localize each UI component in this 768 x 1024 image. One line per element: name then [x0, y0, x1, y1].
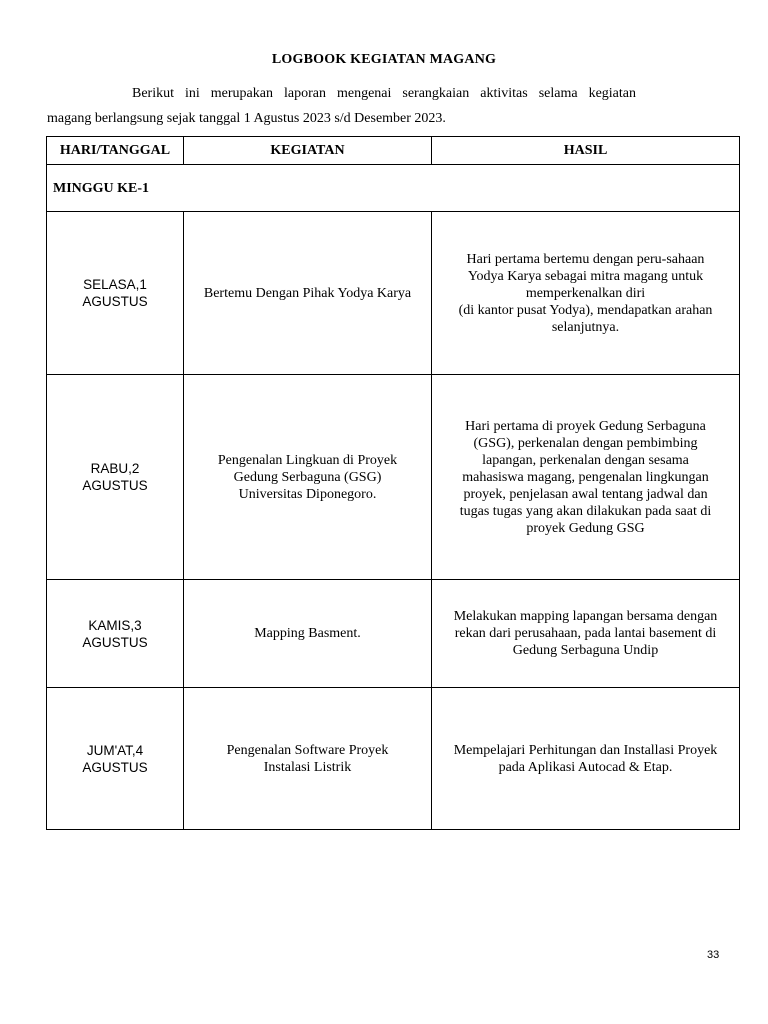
header-hasil: HASIL [432, 137, 740, 165]
result-line: Yodya Karya sebagai mitra magang untuk [467, 268, 704, 284]
result-line: memperkenalkan diri [525, 285, 646, 301]
activity-line: Universitas Diponegoro. [238, 486, 377, 502]
day-line: JUM'AT,4 [86, 742, 144, 758]
table-row [47, 580, 740, 688]
day-cell [47, 212, 184, 375]
activity-line: Bertemu Dengan Pihak Yodya Karya [203, 285, 412, 301]
logbook-table [46, 136, 740, 830]
table-row [47, 688, 740, 830]
activity-line: Mapping Basment. [254, 626, 361, 641]
result-line: selanjutnya. [551, 319, 620, 335]
result-line: Hari pertama di proyek Gedung Serbaguna [465, 418, 706, 434]
result-cell [432, 212, 740, 375]
result-line: mahasiswa magang, pengenalan lingkungan [462, 469, 709, 485]
activity-line: Pengenalan Software Proyek [226, 742, 389, 758]
day-line: SELASA,1 [83, 277, 147, 292]
result-line: (GSG), perkenalan dengan pembimbing [473, 435, 698, 451]
document-title: LOGBOOK KEGIATAN MAGANG [271, 52, 497, 67]
day-cell [47, 580, 184, 688]
table-header-row [47, 137, 740, 165]
activity-line: Gedung Serbaguna (GSG) [233, 469, 382, 485]
day-cell [47, 688, 184, 830]
activity-cell [184, 375, 432, 580]
table-row [47, 212, 740, 375]
result-line: proyek, penjelasan awal tentang jadwal dan [463, 486, 708, 502]
result-line: tugas tugas yang akan dilakukan pada saat di [459, 503, 712, 519]
day-line: AGUSTUS [82, 759, 148, 775]
day-line: RABU,2 [90, 461, 140, 476]
result-line: lapangan, perkenalan dengan sesama [482, 452, 689, 468]
intro-line-1: Berikut ini merupakan laporan mengenai serangkaian aktivitas selama kegiatan [132, 86, 636, 101]
activity-cell [184, 688, 432, 830]
result-cell [432, 580, 740, 688]
result-line: Gedung Serbaguna Undip [512, 643, 659, 658]
day-line: AGUSTUS [82, 294, 148, 309]
activity-line: Pengenalan Lingkuan di Proyek [217, 452, 398, 468]
intro-line-2: magang berlangsung sejak tanggal 1 Agustus 2023 s/d Desember 2023. [47, 111, 446, 126]
activity-cell [184, 212, 432, 375]
header-kegiatan: KEGIATAN [184, 137, 432, 165]
result-line: Mempelajari Perhitungan dan Installasi Proyek [453, 742, 718, 758]
page-number: 33 [707, 949, 720, 961]
week-label: MINGGU KE-1 [47, 165, 740, 212]
week-row [47, 165, 740, 212]
result-line: (di kantor pusat Yodya), mendapatkan arahan [458, 302, 713, 318]
result-line: Hari pertama bertemu dengan peru-sahaan [466, 251, 705, 267]
day-cell [47, 375, 184, 580]
activity-cell [184, 580, 432, 688]
activity-line: Instalasi Listrik [263, 759, 352, 775]
result-cell [432, 688, 740, 830]
day-line: AGUSTUS [82, 478, 148, 493]
result-line: rekan dari perusahaan, pada lantai basement di [454, 626, 717, 641]
header-hari-tanggal: HARI/TANGGAL [47, 137, 184, 165]
result-cell [432, 375, 740, 580]
result-line: Melakukan mapping lapangan bersama dengan [453, 609, 718, 624]
day-line: AGUSTUS [82, 634, 148, 650]
day-line: KAMIS,3 [88, 617, 142, 633]
result-line: pada Aplikasi Autocad & Etap. [498, 759, 673, 775]
result-line: proyek Gedung GSG [526, 520, 645, 536]
table-row [47, 375, 740, 580]
